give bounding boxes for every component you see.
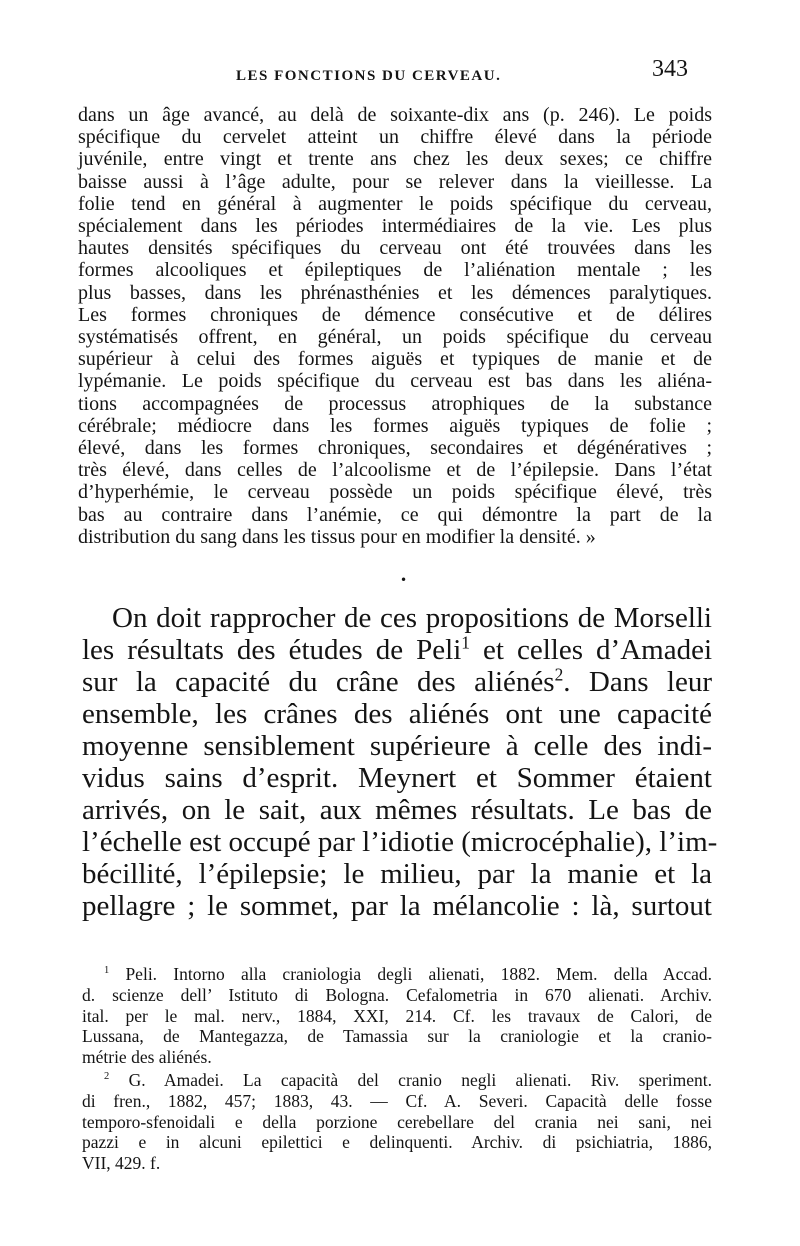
body-line: moyenne sensiblement supérieure à celle des indi-	[82, 730, 712, 762]
body-line-text: . Dans leur	[563, 666, 712, 698]
quote-line: Les formes chroniques de démence consécutive et de délires	[78, 303, 712, 326]
quote-line: baisse aussi à l’âge adulte, pour se relever dans la vieillesse. La	[78, 170, 712, 193]
footnote-line: ital. per le mal. nerv., 1884, XXI, 214. Cf. les travaux de Calori, de	[82, 1005, 712, 1026]
quote-line: tions accompagnées de processus atrophiques de la substance	[78, 392, 712, 415]
footnote-line: temporo-sfenoidali e della porzione cerebellare del crania nei sani, nei	[82, 1111, 712, 1132]
main-paragraph	[82, 602, 718, 922]
body-line: l’échelle est occupé par l’idiotie (microcéphalie), l’im-	[82, 826, 718, 858]
quote-line: élevé, dans les formes chroniques, secondaires et dégénératives ;	[78, 437, 712, 460]
quote-line: lypémanie. Le poids spécifique du cerveau est bas dans les aliéna-	[78, 370, 712, 393]
footnote-mark: 1	[104, 965, 110, 977]
body-line: On doit rapprocher de ces propositions de Morselli	[112, 602, 712, 634]
quoted-passage	[78, 104, 712, 548]
quote-line: cérébrale; médiocre dans les formes aiguës typiques de folie ;	[78, 414, 712, 437]
quote-line: spécialement dans les périodes intermédiaires de la vie. Les plus	[78, 215, 712, 238]
page-number: 343	[652, 56, 688, 82]
quote-line: bas au contraire dans l’anémie, ce qui démontre la part de la	[78, 503, 712, 526]
footnote-line: Lussana, de Mantegazza, de Tamassia sur la craniologie et la cranio-	[82, 1026, 712, 1047]
body-line: arrivés, on le sait, aux mêmes résultats. Le bas de	[82, 794, 712, 826]
footnote-1	[82, 964, 712, 1068]
quote-line: folie tend en général à augmenter le poids spécifique du cerveau,	[78, 192, 712, 215]
footnote-text: Peli. Intorno alla craniologia degli alienati, 1882. Mem. della Accad.	[125, 964, 712, 984]
footnote-ref-1[interactable]: 1	[461, 632, 470, 653]
footnote-line: métrie des aliénés.	[82, 1047, 212, 1068]
footnote-line: di fren., 1882, 457; 1883, 43. — Cf. A. Severi. Capacità delle fosse	[82, 1090, 712, 1111]
quote-line: distribution du sang dans les tissus pour en modifier la densité. »	[78, 525, 596, 548]
body-line	[82, 666, 712, 698]
footnote-line: VII, 429. f.	[82, 1153, 161, 1174]
quote-line: spécifique du cervelet atteint un chiffre élevé dans la période	[78, 126, 712, 149]
quote-line: hautes densités spécifiques du cerveau ont été trouvées dans les	[78, 237, 712, 260]
body-line: ensemble, les crânes des aliénés ont une capacité	[82, 698, 712, 730]
footnote-line: d. scienze dell’ Istituto di Bologna. Cefalometria in 670 alienati. Archiv.	[82, 984, 712, 1005]
running-title: LES FONCTIONS DU CERVEAU.	[236, 68, 502, 84]
quote-line: dans un âge avancé, au delà de soixante-dix ans (p. 246). Le poids	[78, 104, 712, 126]
quote-line: formes alcooliques et épileptiques de l’aliénation mentale ; les	[78, 259, 712, 282]
body-line-text: les résultats des études de Peli	[82, 634, 462, 666]
footnote-mark: 2	[104, 1071, 110, 1083]
footnote-text: G. Amadei. La capacità del cranio negli alienati. Riv. speriment.	[128, 1069, 712, 1090]
body-line	[82, 634, 712, 666]
body-line: pellagre ; le sommet, par la mélancolie : là, surtout	[82, 890, 712, 922]
quote-line: plus basses, dans les phrénasthénies et les démences paralytiques.	[78, 281, 712, 304]
body-line-text: et celles d’Amadei	[469, 634, 712, 666]
body-line: bécillité, l’épilepsie; le milieu, par la manie et la	[82, 858, 712, 890]
footnotes	[82, 964, 712, 1176]
quote-line: très élevé, dans celles de l’alcoolisme et de l’épilepsie. Dans l’état	[78, 459, 712, 482]
footnote-ref-2[interactable]: 2	[554, 664, 564, 685]
quote-line: juvénile, entre vingt et trente ans chez les deux sexes; ce chiffre	[78, 148, 712, 171]
quote-line: d’hyperhémie, le cerveau possède un poids spécifique élevé, très	[78, 481, 712, 504]
footnote-2	[82, 1070, 712, 1174]
body-line-text: sur la capacité du crâne des aliénés	[82, 666, 555, 698]
footnote-line	[82, 1070, 712, 1091]
quote-line: systématisés offrent, en général, un poids spécifique du cerveau	[78, 326, 712, 349]
footnote-line: pazzi e in alcuni epilettici e delinquenti. Archiv. di psichiatria, 1886,	[82, 1132, 712, 1153]
separator-dot: •	[400, 573, 408, 587]
quote-line: supérieur à celui des formes aiguës et typiques de manie et de	[78, 348, 712, 371]
body-line: vidus sains d’esprit. Meynert et Sommer étaient	[82, 762, 712, 794]
footnote-line	[82, 964, 712, 985]
